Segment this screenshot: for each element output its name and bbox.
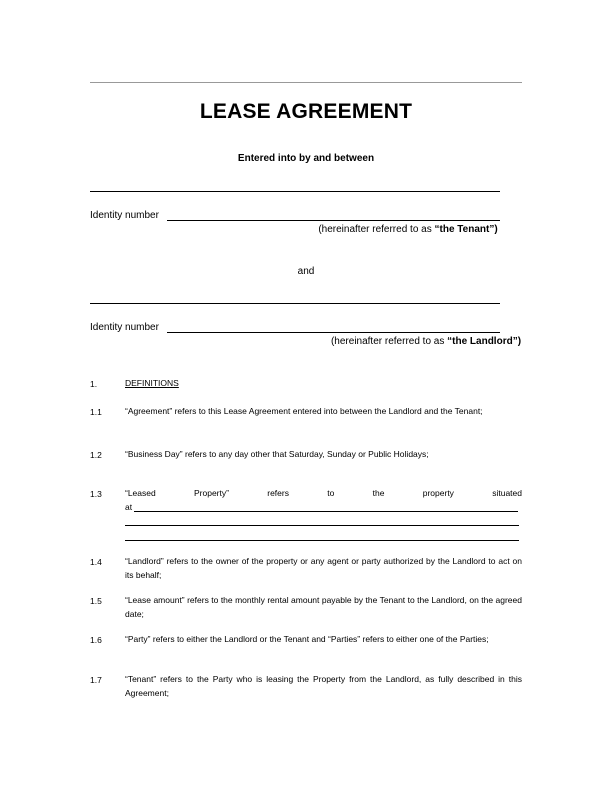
landlord-ref-prefix: (hereinafter referred to as <box>330 336 448 347</box>
section-number: 1. <box>90 379 98 389</box>
word: Property” <box>194 488 229 498</box>
clause-text: “Tenant” refers to the Party who is leasing the Property from the Landlord, as fully described in this Agreement; <box>125 674 522 698</box>
tenant-identity-line[interactable] <box>167 220 500 221</box>
clause-text: “Landlord” refers to the owner of the property or any agent or party authorized by the Landlord to act on its behalf; <box>125 556 522 580</box>
clause-number: 1.1 <box>90 407 102 417</box>
and-word: and <box>297 266 315 277</box>
clause-number: 1.4 <box>90 557 102 567</box>
tenant-name-line[interactable] <box>90 191 500 192</box>
landlord-reference <box>120 336 612 347</box>
tenant-ref-term: “the Tenant”) <box>434 224 498 235</box>
page-title: LEASE AGREEMENT <box>199 100 413 123</box>
clause-number: 1.2 <box>90 450 102 460</box>
word: situated <box>492 488 522 498</box>
property-address-line-1[interactable] <box>134 511 518 512</box>
clause-leased-property <box>125 486 522 514</box>
word: property <box>422 488 454 498</box>
clause-number: 1.5 <box>90 596 102 606</box>
at-word: at <box>125 502 133 512</box>
word: refers <box>267 488 289 498</box>
tenant-identity-label: Identity number <box>90 210 159 221</box>
tenant-ref-prefix: (hereinafter referred to as <box>318 224 435 235</box>
section-heading: DEFINITIONS <box>125 378 179 388</box>
clause-number: 1.3 <box>90 489 102 499</box>
clause-text: “Lease amount” refers to the monthly rental amount payable by the Tenant to the Landlord, on the agreed date; <box>125 595 522 619</box>
clause-text: “Agreement” refers to this Lease Agreement entered into between the Landlord and the Tenant; <box>125 406 483 416</box>
word: “Leased <box>125 488 156 498</box>
property-address-line-2[interactable] <box>125 525 519 526</box>
landlord-ref-term: “the Landlord”) <box>447 336 522 347</box>
subtitle: Entered into by and between <box>237 153 375 164</box>
tenant-reference <box>102 224 612 235</box>
landlord-identity-label: Identity number <box>90 322 159 333</box>
clause-text: “Business Day” refers to any day other that Saturday, Sunday or Public Holidays; <box>125 449 429 459</box>
clause-number: 1.6 <box>90 635 102 645</box>
landlord-name-line[interactable] <box>90 303 500 304</box>
clause-number: 1.7 <box>90 675 102 685</box>
property-address-line-3[interactable] <box>125 540 519 541</box>
word: the <box>372 488 385 498</box>
word: to <box>327 488 335 498</box>
justified-row <box>125 486 522 500</box>
clause-text: “Party” refers to either the Landlord or the Tenant and “Parties” refers to either one of the Parties; <box>125 634 489 644</box>
landlord-identity-line[interactable] <box>167 332 500 333</box>
top-rule <box>90 82 522 83</box>
